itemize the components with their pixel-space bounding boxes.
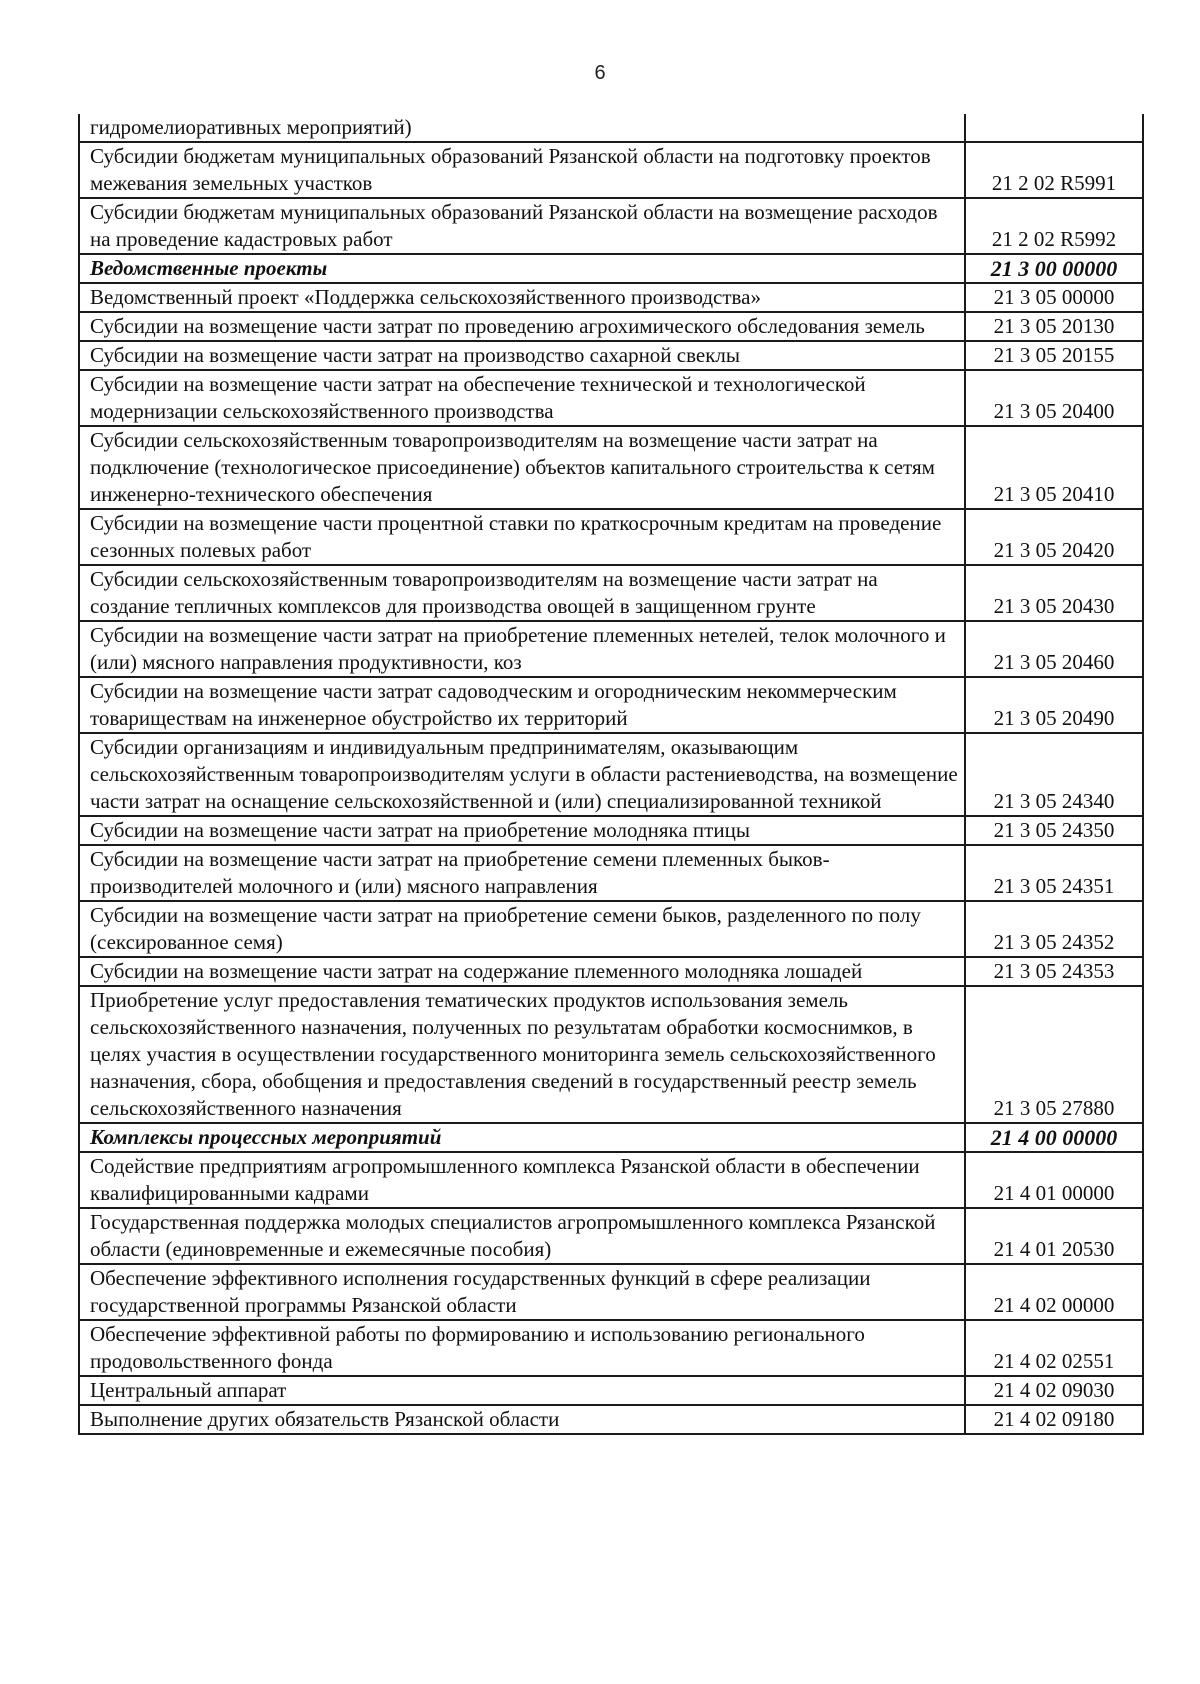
- expense-name-cell: гидромелиоративных мероприятий): [79, 114, 965, 142]
- expense-name-cell: Государственная поддержка молодых специалистов агропромышленного комплекса Рязанской области (единовременные и ежемесячные пособия): [79, 1208, 965, 1264]
- expense-name-cell: Субсидии на возмещение части затрат на приобретение молодняка птицы: [79, 816, 965, 845]
- expense-name-cell: Субсидии на возмещение части затрат на приобретение семени быков, разделенного по полу (сексированное семя): [79, 901, 965, 957]
- table-row: [79, 677, 1143, 733]
- table-row: [79, 1320, 1143, 1376]
- budget-classification-table: [78, 114, 1144, 1435]
- expense-name-cell: Субсидии на возмещение части процентной ставки по краткосрочным кредитам на проведение сезонных полевых работ: [79, 509, 965, 565]
- expense-code-cell: 21 3 05 24351: [965, 845, 1143, 901]
- expense-name-cell: Субсидии бюджетам муниципальных образований Рязанской области на подготовку проектов межевания земельных участков: [79, 142, 965, 198]
- table-row: [79, 142, 1143, 198]
- section-row: [79, 254, 1143, 283]
- expense-name-cell: Приобретение услуг предоставления тематических продуктов использования земель сельскохозяйственного назначения, полученных по результатам обработки космоснимков, в целях участия в осуществлении государственного мониторинга земель сельскохозяйственного назначения, сбора, обобщения и предоставления сведений в государственный реестр земель сельскохозяйственного назначения: [79, 986, 965, 1123]
- expense-name-cell: Содействие предприятиям агропромышленного комплекса Рязанской области в обеспечении квалифицированными кадрами: [79, 1152, 965, 1208]
- table-row: [79, 1376, 1143, 1405]
- expense-code-cell: 21 4 02 09030: [965, 1376, 1143, 1405]
- table-row: [79, 845, 1143, 901]
- expense-code-cell: 21 3 05 24353: [965, 957, 1143, 986]
- expense-code-cell: 21 4 02 00000: [965, 1264, 1143, 1320]
- table-row: [79, 509, 1143, 565]
- expense-code-cell: 21 3 05 24352: [965, 901, 1143, 957]
- table-row: [79, 816, 1143, 845]
- expense-name-cell: Субсидии на возмещение части затрат на производство сахарной свеклы: [79, 341, 965, 370]
- table-row: [79, 114, 1143, 142]
- table-row: [79, 901, 1143, 957]
- expense-name-cell: Субсидии бюджетам муниципальных образований Рязанской области на возмещение расходов на проведение кадастровых работ: [79, 198, 965, 254]
- expense-code-cell: 21 3 05 20490: [965, 677, 1143, 733]
- table-row: [79, 565, 1143, 621]
- table-row: [79, 1208, 1143, 1264]
- expense-code-cell: 21 3 05 20155: [965, 341, 1143, 370]
- expense-code-cell: 21 4 02 02551: [965, 1320, 1143, 1376]
- table-row: [79, 198, 1143, 254]
- expense-code-cell: 21 3 05 20420: [965, 509, 1143, 565]
- expense-code-cell: 21 4 01 00000: [965, 1152, 1143, 1208]
- table-row: [79, 957, 1143, 986]
- expense-code-cell: 21 2 02 R5991: [965, 142, 1143, 198]
- expense-name-cell: Выполнение других обязательств Рязанской области: [79, 1405, 965, 1434]
- table-row: [79, 370, 1143, 426]
- table-row: [79, 1264, 1143, 1320]
- expense-code-cell: 21 4 02 09180: [965, 1405, 1143, 1434]
- table-row: [79, 426, 1143, 509]
- expense-name-cell: Субсидии на возмещение части затрат по проведению агрохимического обследования земель: [79, 312, 965, 341]
- expense-code-cell: 21 3 05 24350: [965, 816, 1143, 845]
- table-row: [79, 733, 1143, 816]
- table-row: [79, 1405, 1143, 1434]
- expense-code-cell: 21 4 01 20530: [965, 1208, 1143, 1264]
- expense-code-cell: 21 3 05 20410: [965, 426, 1143, 509]
- expense-code-cell: 21 3 05 20130: [965, 312, 1143, 341]
- expense-name-cell: Субсидии сельскохозяйственным товаропроизводителям на возмещение части затрат на подключение (технологическое присоединение) объектов капитального строительства к сетям инженерно-технического обеспечения: [79, 426, 965, 509]
- expense-code-cell: 21 4 00 00000: [965, 1123, 1143, 1152]
- table-body: [79, 114, 1143, 1434]
- expense-code-cell: 21 2 02 R5992: [965, 198, 1143, 254]
- expense-name-cell: Субсидии на возмещение части затрат на приобретение семени племенных быков-производителей молочного и (или) мясного направления: [79, 845, 965, 901]
- table-row: [79, 1152, 1143, 1208]
- expense-code-cell: 21 3 05 20430: [965, 565, 1143, 621]
- table-row: [79, 621, 1143, 677]
- expense-code-cell: 21 3 00 00000: [965, 254, 1143, 283]
- expense-code-cell: 21 3 05 27880: [965, 986, 1143, 1123]
- expense-name-cell: Субсидии на возмещение части затрат на содержание племенного молодняка лошадей: [79, 957, 965, 986]
- expense-name-cell: Субсидии на возмещение части затрат на приобретение племенных нетелей, телок молочного и (или) мясного направления продуктивности, коз: [79, 621, 965, 677]
- expense-code-cell: 21 3 05 00000: [965, 283, 1143, 312]
- table-row: [79, 341, 1143, 370]
- expense-name-cell: Комплексы процессных мероприятий: [79, 1123, 965, 1152]
- page-number: 6: [594, 62, 606, 84]
- expense-name-cell: Субсидии сельскохозяйственным товаропроизводителям на возмещение части затрат на создание тепличных комплексов для производства овощей в защищенном грунте: [79, 565, 965, 621]
- expense-code-cell: 21 3 05 20400: [965, 370, 1143, 426]
- expense-name-cell: Обеспечение эффективной работы по формированию и использованию регионального продовольственного фонда: [79, 1320, 965, 1376]
- expense-name-cell: Обеспечение эффективного исполнения государственных функций в сфере реализации государственной программы Рязанской области: [79, 1264, 965, 1320]
- table-row: [79, 283, 1143, 312]
- section-row: [79, 1123, 1143, 1152]
- expense-name-cell: Субсидии на возмещение части затрат на обеспечение технической и технологической модернизации сельскохозяйственного производства: [79, 370, 965, 426]
- table-row: [79, 986, 1143, 1123]
- expense-code-cell: 21 3 05 24340: [965, 733, 1143, 816]
- expense-name-cell: Центральный аппарат: [79, 1376, 965, 1405]
- table-row: [79, 312, 1143, 341]
- expense-name-cell: Субсидии на возмещение части затрат садоводческим и огородническим некоммерческим товариществам на инженерное обустройство их территорий: [79, 677, 965, 733]
- expense-name-cell: Субсидии организациям и индивидуальным предпринимателям, оказывающим сельскохозяйственным товаропроизводителям услуги в области растениеводства, на возмещение части затрат на оснащение сельскохозяйственной и (или) специализированной техникой: [79, 733, 965, 816]
- expense-code-cell: [965, 114, 1143, 142]
- expense-name-cell: Ведомственные проекты: [79, 254, 965, 283]
- expense-code-cell: 21 3 05 20460: [965, 621, 1143, 677]
- expense-name-cell: Ведомственный проект «Поддержка сельскохозяйственного производства»: [79, 283, 965, 312]
